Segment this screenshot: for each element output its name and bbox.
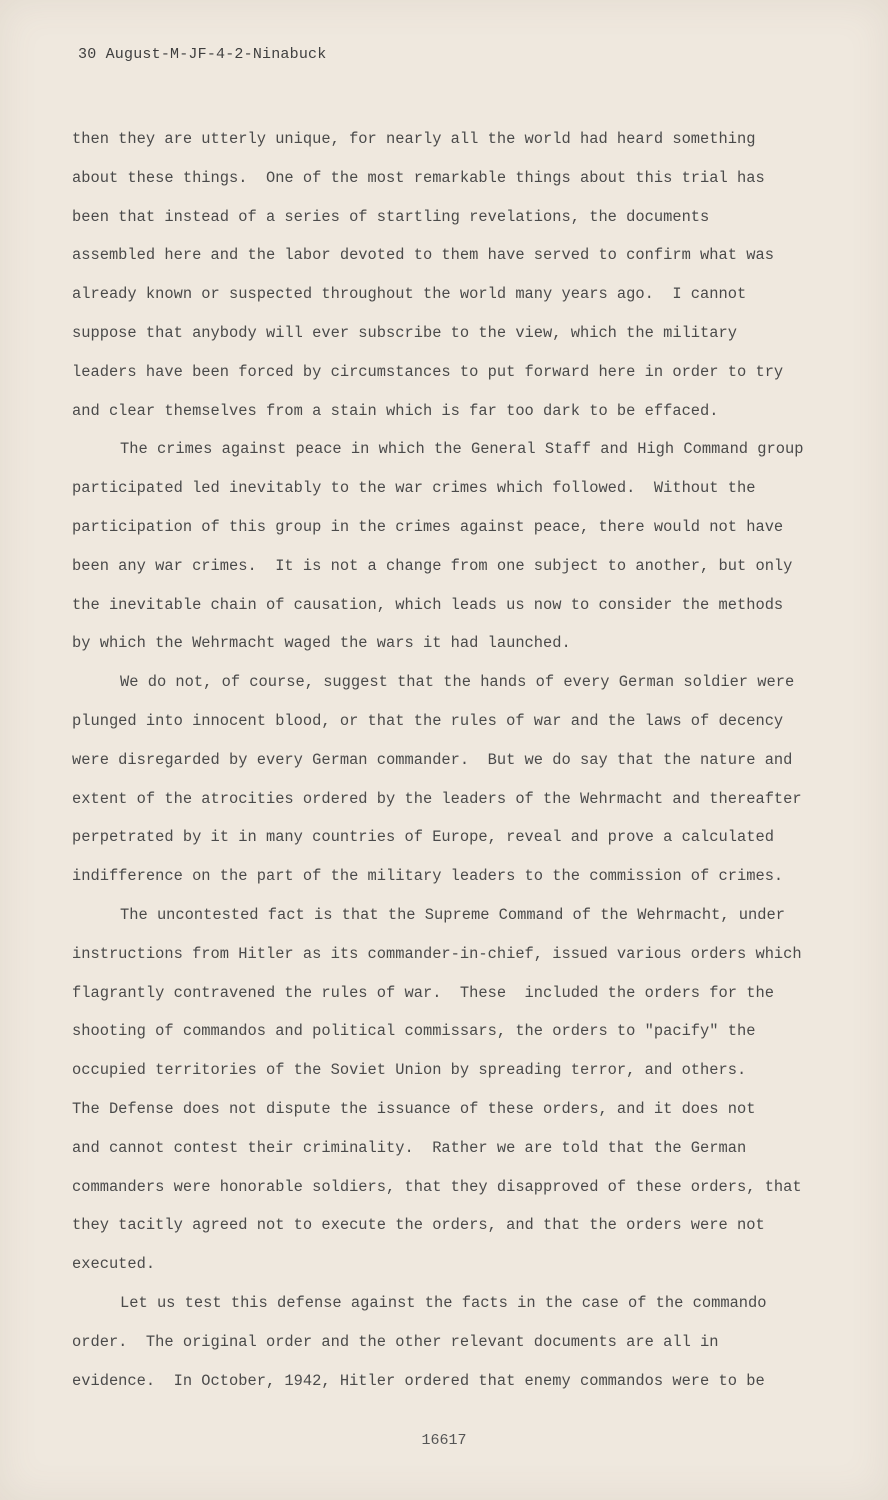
paragraph-1 bbox=[72, 120, 842, 430]
text-line: shooting of commandos and political commissars, the orders to "pacify" the bbox=[72, 1022, 756, 1041]
text-line: suppose that anybody will ever subscribe to the view, which the military bbox=[72, 323, 737, 342]
text-line: participated led inevitably to the war crimes which followed. Without the bbox=[72, 479, 756, 498]
text-line: instructions from Hitler as its commander-in-chief, issued various orders which bbox=[72, 944, 802, 963]
paragraph-5 bbox=[72, 1284, 842, 1400]
text-line: extent of the atrocities ordered by the leaders of the Wehrmacht and thereafter bbox=[72, 789, 802, 808]
paragraph-3 bbox=[72, 663, 842, 896]
text-line: commanders were honorable soldiers, that they disapproved of these orders, that bbox=[72, 1177, 802, 1196]
text-line: perpetrated by it in many countries of Europe, reveal and prove a calculated bbox=[72, 828, 774, 847]
text-line: occupied territories of the Soviet Union by spreading terror, and others. bbox=[72, 1061, 747, 1080]
text-line: then they are utterly unique, for nearly all the world had heard something bbox=[72, 130, 756, 148]
text-line: plunged into innocent blood, or that the rules of war and the laws of decency bbox=[72, 711, 784, 730]
text-line: the inevitable chain of causation, which leads us now to consider the methods bbox=[72, 595, 784, 614]
text-line: The uncontested fact is that the Supreme Command of the Wehrmacht, under bbox=[120, 905, 785, 924]
text-line: We do not, of course, suggest that the hands of every German soldier were bbox=[120, 673, 795, 692]
text-line: participation of this group in the crimes against peace, there would not have bbox=[72, 517, 784, 536]
text-line: The crimes against peace in which the General Staff and High Command group bbox=[120, 440, 804, 459]
text-line: evidence. In October, 1942, Hitler ordered that enemy commandos were to be bbox=[72, 1371, 765, 1390]
text-line: about these things. One of the most remarkable things about this trial has bbox=[72, 168, 765, 187]
text-line: they tacitly agreed not to execute the orders, and that the orders were not bbox=[72, 1216, 765, 1235]
text-line: order. The original order and the other relevant documents are all in bbox=[72, 1332, 719, 1351]
document-body bbox=[72, 120, 842, 1400]
text-line: assembled here and the labor devoted to them have served to confirm what was bbox=[72, 246, 774, 265]
text-line: and clear themselves from a stain which is far too dark to be effaced. bbox=[72, 401, 719, 420]
text-line: indifference on the part of the military leaders to the commission of crimes. bbox=[72, 867, 784, 886]
page-number: 16617 bbox=[421, 1432, 467, 1449]
text-line: Let us test this defense against the facts in the case of the commando bbox=[120, 1293, 767, 1312]
text-line: The Defense does not dispute the issuance of these orders, and it does not bbox=[72, 1099, 756, 1118]
text-line: were disregarded by every German commander. But we do say that the nature and bbox=[72, 750, 793, 769]
paragraph-2 bbox=[72, 430, 842, 663]
text-line: and cannot contest their criminality. Rather we are told that the German bbox=[72, 1138, 747, 1157]
text-line: flagrantly contravened the rules of war. These included the orders for the bbox=[72, 983, 774, 1002]
text-line: been that instead of a series of startling revelations, the documents bbox=[72, 207, 710, 226]
text-line: already known or suspected throughout the world many years ago. I cannot bbox=[72, 285, 747, 304]
paragraph-4 bbox=[72, 896, 842, 1284]
text-line: leaders have been forced by circumstances to put forward here in order to try bbox=[72, 362, 784, 381]
text-line: been any war crimes. It is not a change from one subject to another, but only bbox=[72, 556, 793, 575]
text-line: by which the Wehrmacht waged the wars it had launched. bbox=[72, 634, 571, 653]
document-header: 30 August-M-JF-4-2-Ninabuck bbox=[78, 46, 327, 63]
text-line: executed. bbox=[72, 1255, 156, 1274]
